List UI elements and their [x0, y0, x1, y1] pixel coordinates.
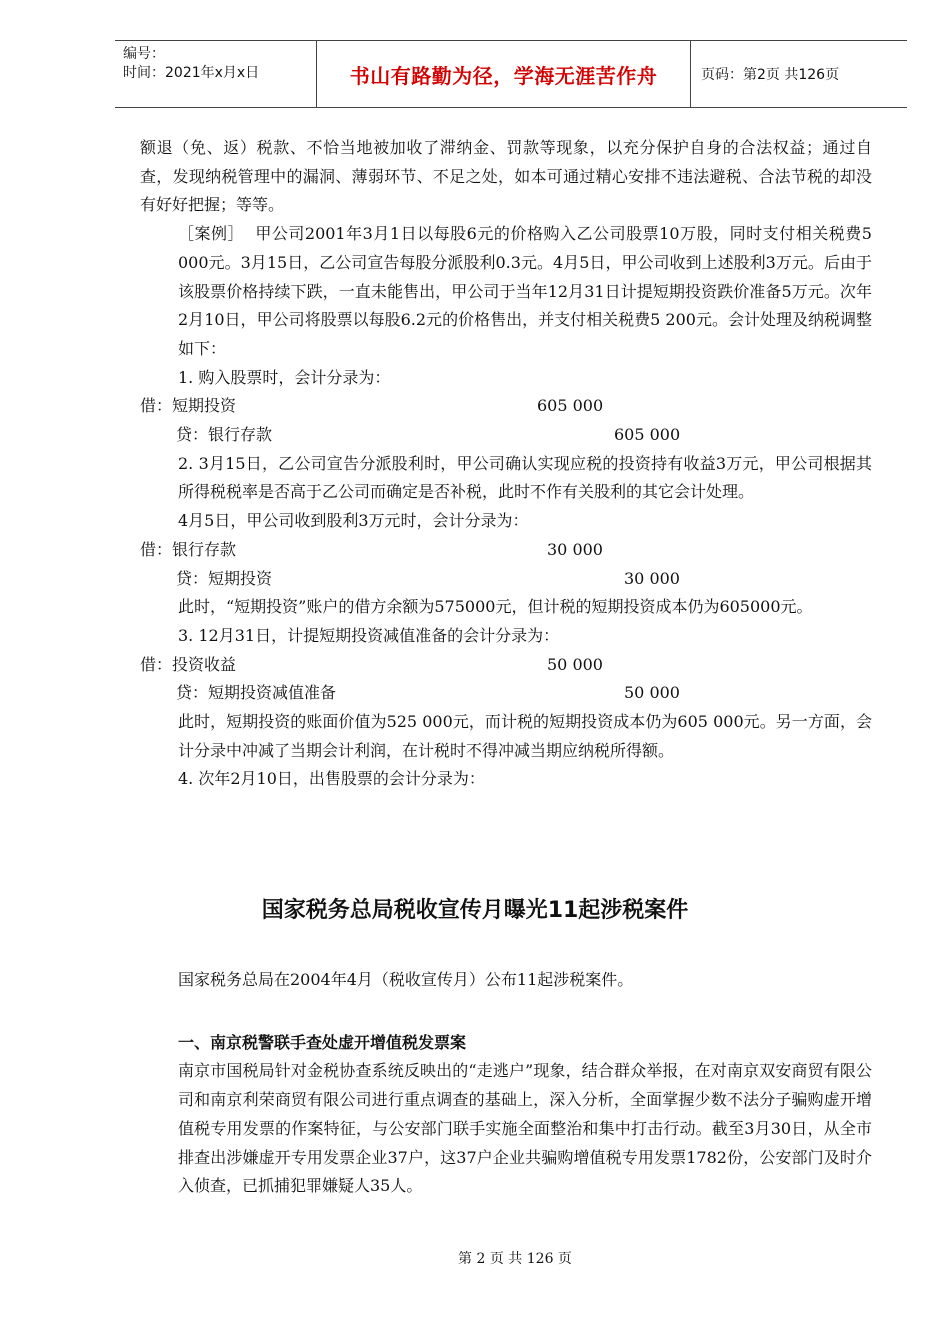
body-content	[140, 134, 878, 794]
header-meta	[115, 41, 317, 107]
credit-account: 贷：银行存款	[176, 425, 273, 445]
article-content	[140, 966, 872, 1201]
step-2: 2. 3月15日，乙公司宣告分派股利时，甲公司确认实现应税的投资持有收益3万元，甲公司根据其所得税税率是否高于乙公司而确定是否补税，此时不作有关股利的其它会计处理。	[178, 453, 872, 502]
step-4: 4. 次年2月10日，出售股票的会计分录为：	[178, 769, 485, 789]
debit-account: 借：短期投资	[140, 396, 237, 416]
debit-account: 借：投资收益	[140, 654, 237, 674]
time-label: 时间：2021年x月x日	[123, 65, 260, 81]
debit-account: 借：银行存款	[140, 539, 237, 559]
journal-entry-credit	[140, 679, 872, 708]
step-3: 3. 12月31日，计提短期投资减值准备的会计分录为：	[178, 625, 560, 645]
page-footer: 第 2 页 共 126 页	[458, 1251, 572, 1267]
credit-amount: 605 000	[614, 425, 681, 445]
debit-amount: 605 000	[537, 396, 604, 416]
journal-entry-credit	[140, 421, 872, 450]
journal-entry-credit	[140, 565, 872, 594]
journal-entry-debit	[140, 536, 872, 565]
section-heading: 一、南京税警联手查处虚开增值税发票案	[178, 1032, 467, 1052]
header-page-label: 页码：第2页 共126页	[701, 67, 840, 83]
credit-account: 贷：短期投资减值准备	[176, 683, 337, 703]
debit-amount: 50 000	[547, 654, 603, 674]
page-header	[115, 40, 907, 108]
case-paragraph: ［案例］ 甲公司2001年3月1日以每股6元的价格购入乙公司股票10万股，同时支付相关税费5 000元。3月15日，乙公司宣告每股分派股利0.3元。4月5日，甲公司收到上述股利3万元。后由于该股票价格持续下跌，一直未能售出，甲公司于当年12月31日计提短期投资跌价准备5万元。次年2月10日，甲公司将股票以每股6.2元的价格售出，并支付相关税费5 200元。会计处理及纳税调整如下：	[178, 224, 878, 358]
step-2-note: 4月5日，甲公司收到股利3万元时，会计分录为：	[178, 511, 529, 531]
journal-entry-debit	[140, 651, 872, 680]
step-1: 1. 购入股票时，会计分录为：	[178, 367, 391, 387]
paragraph: 额退（免、返）税款、不恰当地被加收了滞纳金、罚款等现象，以充分保护自身的合法权益；通过自查，发现纳税管理中的漏洞、薄弱环节、不足之处，如本可通过精心安排不违法避税、合法节税的却没有好好把握；等等。	[140, 138, 872, 215]
header-motto: 书山有路勤为径，学海无涯苦作舟	[317, 41, 691, 107]
section-paragraph: 南京市国税局针对金税协查系统反映出的“走逃户”现象，结合群众举报，在对南京双安商贸有限公司和南京利荣商贸有限公司进行重点调查的基础上，深入分析，全面掌握少数不法分子骗购虚开增值税专用发票的作案特征，与公安部门联手实施全面整治和集中打击行动。截至3月30日，从全市排查出涉嫌虚开专用发票企业37户，这37户企业共骗购增值税专用发票1782份，公安部门及时介入侦查，已抓捕犯罪嫌疑人35人。	[178, 1061, 872, 1196]
credit-account: 贷：短期投资	[176, 568, 273, 588]
credit-amount: 30 000	[624, 568, 680, 588]
journal-entry-debit	[140, 392, 872, 421]
number-label: 编号：	[123, 46, 165, 62]
article-intro: 国家税务总局在2004年4月（税收宣传月）公布11起涉税案件。	[178, 970, 634, 989]
step-3-note: 此时，短期投资的账面价值为525 000元，而计税的短期投资成本仍为605 000元。另一方面，会计分录中冲减了当期会计利润，在计税时不得冲减当期应纳税所得额。	[178, 711, 872, 760]
credit-amount: 50 000	[624, 683, 680, 703]
debit-amount: 30 000	[547, 539, 603, 559]
step-2-balance: 此时，“短期投资”账户的借方余额为575000元，但计税的短期投资成本仍为605000元。	[178, 597, 813, 617]
article-title: 国家税务总局税收宣传月曝光11起涉税案件	[261, 898, 689, 923]
